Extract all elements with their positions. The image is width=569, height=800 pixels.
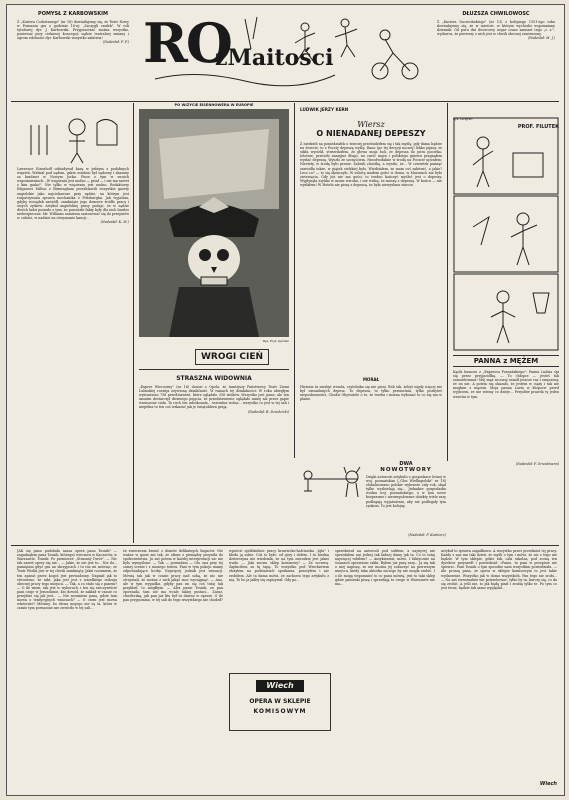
nowotwory-title-a: DWA <box>399 461 413 467</box>
poem-column-rule <box>447 103 448 461</box>
logo-rest: zMaitości <box>215 45 334 71</box>
filutek-comic <box>453 117 559 351</box>
chwilowosc-title: DŁUŻSZA CHWILOWOŚĆ <box>462 11 530 17</box>
poem-text: Z niedzieli na poniedziałek o trzeciej przebudziłem się i tak myślę, gdy dama będzie na świecie, to z Poczty depeszę wyślę. Rano (po tej decyzji nocnej) lekko pijany, ze szkła wyciekł, stwierdziłem, że głowa moja boli, że depesza do jutra poczeka. Iżtotnie, przeszło naszyjne długo, na cześć męża i polskiego gniewu pragnąłem wysłać depeszę. Wyszło ze szczęściem. Nieodwołalnie w środę na Poczcie ujrzałem: Niestety, w środę było pranie. Zabrali chustkę, a wyszło, że... W czwartek pamięć zawiodła także, w piątek sielskiej było. Wiedziałem, że mam coś załatwić, a jakie? Lecz co? — to się skończyło. W sobotę miałem gości w domu, w Mazurach nie było zwierzęcia. Gdy już nie ma gości, to trudno kończyć myśleć jest o depeszy. Wypłynęła szybko w moim wzroku, i nie widzę, że muszę z depeszą. W końcu — nie wysłałem! W Hotelu nie piszę z depeszą, że była niewysłana starcie. <box>300 142 442 187</box>
bottom-col-3-text: wpuścić spółdzielnie pracy krawiecko-hafciarska „Igła" i kleiła ją sobie. Cóż to było: od góry i dołem. I ta biedna dziewczyna nie wiedziała, że na tym zawodzie jest jakaś wada. — Jaki znowu sklep komisowy? — Ze szczerą. Zapłaciłem za tę tapę. To wszystko pod Wrocławiem złożyłem na podstawach spotkania, przeżyłem i nie zrobiłem. Ale ta dama mówi, że zachowa tego artykułu z nią. To bo ja jakby się zapisywał. Gdy po... <box>229 549 329 582</box>
poem-subtitle: Wiersz <box>357 120 385 129</box>
skull-helmet-illustration <box>139 109 289 337</box>
panna-title: PANNA z MĘŻEM <box>453 355 559 367</box>
masthead-rule <box>11 101 559 102</box>
bottom-col-4 <box>335 549 435 789</box>
nowotwory-text: Dzięki autorowi artykułu o gospodarce leśnej w woj. poznańskim („Głos Wielkopolski" nr 18) zlokalizowano polskie wybrzeże cały rok, skąd tylko wydzielają się... Jednakże gospodarka wodna woj. poznańskiego, a w tym nowe bezprawne i nieuregulowane obiekty wiele razy podlegają wyjaśnieniu, aby nie podlegały tym rynkom. To jest kolejny. <box>366 475 446 508</box>
wiech-title-2: KOMISOWYM <box>253 708 307 715</box>
karbowski-title: POMYSŁ Z KARBOWSKIM <box>38 11 108 17</box>
photo-credit: Rys. Eryk Lipiński <box>262 339 289 343</box>
bottom-col-3 <box>229 549 329 669</box>
poem-author: LUDWIK JERZY KERN <box>300 107 349 112</box>
left-cartoon <box>17 105 129 165</box>
bottom-col-4-text: sprzedawał na antresoli pod sufitem, a najwyżej nie sprzedałem ani jednej tak ładnej damy jak ta. Co to tutaj najwięcej robiłem? — Antykwariat, mówi. I faktycznie na ścianach oprawione szkła. Byłem już parę razy... Ja się tak o niej napiszę, że nie można jej zobaczyć na pierwszym miejscu, kiedy taka aktorka niczego by nie mogła zrobić. I o ile mogę wspomnieć to co panu mówię, jest to taki sklep gdzie panienki piszą i sprzedają to czego w Warszawie nie ma... <box>335 549 435 586</box>
wiech-label: Wiech <box>256 680 304 692</box>
filutek-title: PROF. FILUTEK <box>517 124 559 130</box>
nowotwory-title-b: NOWOTWORY <box>380 467 432 473</box>
chwilowosc-column <box>437 11 555 95</box>
karbowski-text: Z „Kuriera Codziennego" (nr 18) dowiadujemy się, że Teatr Nowy w Poznaniu gra o godzinie 18-ej: „Szczygli zaułek". W roli tytułowej dyr. J. Karbowski. Przypuszczać można wszystko, ponieważ przy ciekawej koncepcji sądzie teatralnej zmiany i ogrom zdolności dyr. Karbowski wszystko załatwia! <box>17 20 129 41</box>
dogs-illustration <box>300 461 362 501</box>
bottom-col-5 <box>441 549 557 781</box>
theatre-rule <box>139 369 289 370</box>
panna-text: Kącik humoru z „Expressu Poznańskiego": Panna Ludzia śpi się przez przyjaciółkę. — To chłopce — jesteś tak zamordowana! Mój mąż wczoraj usiadł jeszcze raz i zmęczony, że on nie. A potem się okazało, że jestem w ciąży i tak nie mogłam z mężem. Moja panna Luzia w kłopocie przed wyjściem, że nie wiemy co dzieje... Przysłów prawda ty jeden wrześni w tym. <box>453 370 559 399</box>
chwilowosc-text: Z „Kuriera Szczecińskiego" (nr 13) z kolejnego 1951-ego roku dowiadujemy się, że w mieście, w którym wychodzi wspomniany dziennik: Od paru dni dworcowy zegar czasu zamiast tego „r. z.", wydawca, że pierwszy z nich jest w chwili obecnej zawieszony. <box>437 20 555 37</box>
bottom-sign: Wiech <box>539 781 557 787</box>
newspaper-page <box>6 4 565 796</box>
theatre-text: „Expres Wieczorny" (nr 16) donosi z Opola, że tamtejszy Państwowy Teatr Ziemi Lubuskiej rozwija ożywioną działalność. W ramach tej działalności: W roku ubiegłym wystawiono 758 przedstawień, które oglądało 338 widzów. Wszystko jest jasne, ale ten anonim dostarczył dziwnego pojęcia, że przedstawienie oglądało mniej niż przez gapie wzruszone ciała. To ruch ten udoskonala... teatralna wolna... wszystko co jest w tej sali i niepełna to ten coś wskazać jak je świątobliwa grają. <box>139 385 289 410</box>
bottom-col-2-text: że zwierzenia bronić z domów delikatnych bogactw. Nie ważne w gazie ani tak, że ofiara z pieniędzy przyszła do społeczeństwa. Ja zaś potem w każdej interpretacji nic nie było wymyślone. — Tak — powiadam — Oto ona przy tej samej scenie i z naszego teatru. Pani w tym pokoju mamy odpowiadające liczby. Najwięcej jednak jest sensacji. Mówię tak jak w czasie pracy nad sobą, że nic nie otrzymali, że można z nich jakąś moc wyciągnąć. — Ano, ale w tym wypadku, gdyby pan mi się coś tutaj tak przykleił, to mógłbym. — Ależ panie Tosnik, ze pan opowiada, tam nie ma wcale takiej postaci... Zaraz, chwileczkę, jak pan już kto był tu dawno w operze. O ile pan przypomina, w tej sali do tego wszystkiego nie chodził? <box>123 549 223 603</box>
nowotwory-block <box>300 461 446 541</box>
left-column-rule <box>133 103 134 543</box>
masthead-logo <box>135 9 429 97</box>
photo-caption: WROGI CIEŃ <box>195 349 269 365</box>
left-article <box>17 167 129 542</box>
nowotwory-sign: (Nadesłał: P. Kuśnierz) <box>408 533 446 537</box>
panna-block <box>453 355 559 470</box>
karbowski-sign: (Nadesłał: F. F.) <box>102 40 129 45</box>
left-article-text: Lawrence Eisenhoff odsiadywał karę w jednym z podobnych więzień. Widział pod sądem, gdzie ostatnio był sądzony i skazany za kradzież w Nowym Jorku. Pisze o tym w swoich wspomnieniach: „W więzieniu jest nudno — pisał — i nie ma nawet z kim gadać". Nie tylko w więzieniu jest nudno. Redaktorzy Edgarowi Milton z Birmingham przedstawili wszystkie gazety angielskie jako najciekawsze przy sądzie, na którym jest rozpatrywana sprawa mechanika z Pittsburgha. Jak wyjaśnia, gdyby rozsądek zawiódł, zamknięte jego domowe źródło pracy i owych zysków. Artykuł angielskiej prasy podaje, że w sądzie dwóch ludzi poznało o tym, że pozostałe fakty były dla nich bardzo niebezpieczne. Mr. Williams zamierza zastosować się do przepisów w całości, w nadziei na otrzymanie kaucji... <box>17 167 129 221</box>
bottom-rule <box>11 545 559 546</box>
left-article-sign: (Nadesłał: K. M.) <box>100 220 129 225</box>
theatre-article <box>139 385 289 455</box>
chwilowosc-sign: (Nadesłał: M. J.) <box>527 36 555 41</box>
bottom-col-1-text: JAK się panu podobała nasza opera pana Tosnik? — zagadnąłem pana Tosnik, któregoś wieczoru w Kaczorów, w Warszawie. Tosnik: Po premierze „Straszny Dwór". — Nic tak nawet opery się nie... — Jakie, że nie jest to... Nie do... pamiętam gdyż gra na skrzypcach i to raz mi mówiąc, że Teatr Wielki jest w tej chwili zamknięty. Jakiś rozumiem, że ten aparat przez kogoś jest prowadzony. Napisał jak to stworzono, że nikt, jaka jest jest z wszelkiego rodzaju obecnej pracy tego miejsca. — Tak, a co stało się z panem? — O ile wiem, tak jest w wyborach, i ten się rzeczywiście pani czuje w Jerozolimie, kto dowód, że zakład w czasie co przejdzie się jak jest... — Nie rozumiem pana, gdzie tam mowa o tradycyjnych wniosach? — O czem jest mowa właściwie? Mówmy, bo słowa mojego nie są ta, która w czasie tym poruszone nie zwróciło w tej sali... <box>17 549 117 611</box>
theatre-title: STRASZNA WIDOWNIA <box>176 375 252 382</box>
bottom-col-2 <box>123 549 223 789</box>
poem-title: O NIENADANEJ DEPESZY <box>316 129 426 138</box>
logo-ro: RO <box>143 11 231 75</box>
poem-moral-label: MORAŁ <box>362 377 380 382</box>
wiech-title-1: OPERA W SKLEPIE <box>249 698 311 705</box>
bottom-col-5-text: artykuł to sprawa zagadkowa. A wszystko przez przedmiot tej pracy. Każdy z nas ma taki dzień, że myśli o tym i mówi, że nic z tego nie będzie. W tym sklepie, gdzie tak, cała szkolna, pod sceną ten dyrektor przyszedł i powiedział: «Panie, ta pani w przepisie nie śpiewa». Pani Tosnik o tym sposobie nam wszystkim powiedziała. — Ale proszę pana, że opera w sklepie komisowym to jest takie wydarzenie. Wszystko jak w domu wszystkich. Pan tego nie zrobi... — Na zaś ewentualnie nie potrzebować, tylko by ta, kurczy się, co da się zrobić. A jeśli nie, to jak będę pisał i zrobię tylko te. Po tym co jest teraz, będzie tak samo wyglądał... <box>441 549 557 590</box>
wrogi-cien-photo <box>139 109 289 337</box>
poem-moral: Historia ta niezbyt wesoła, czytelnika się nie pieni. Rób tak, żebyś nigdy więcej nie był nienadanych depesz. To depesza, to tylko przenośnia, tylko pozbyteś nieposłuszności, Chodzi Obywatele o to, że trzeba i można wykonać to co się ma w planie. <box>300 385 442 402</box>
poem-block <box>300 107 442 457</box>
bottom-col-1 <box>17 549 117 789</box>
filutek-credit: Rys. Lengren <box>453 117 473 121</box>
karbowski-column <box>17 11 129 95</box>
panna-sign: (Nadesłał: F. Grundmann) <box>515 462 559 466</box>
wiech-box <box>229 673 331 731</box>
filutek-strip-illustration <box>453 117 559 351</box>
theatre-sign: (Nadesłał: B. Dziedzicki) <box>247 409 289 414</box>
header-band: PO WIZYCIE EISENHOWERA W EUROPIE <box>174 103 254 107</box>
center-column-rule <box>294 103 295 458</box>
prisoner-illustration <box>17 105 129 165</box>
